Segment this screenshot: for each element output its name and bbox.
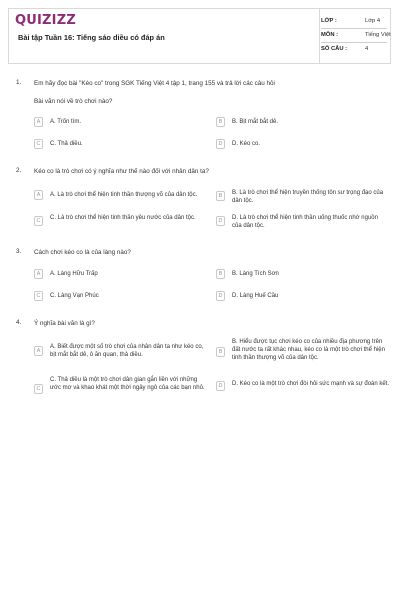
- option-letter: D: [216, 291, 225, 301]
- option-a[interactable]: [34, 117, 204, 131]
- option-text: C. Làng Vạn Phúc: [50, 293, 99, 299]
- option-letter: C: [34, 384, 43, 394]
- meta-class-label: LỚP :: [321, 18, 337, 24]
- option-text: C. Là trò chơi thể hiện tinh thần yêu nước của dân tộc.: [50, 215, 196, 221]
- option-c[interactable]: [34, 139, 204, 153]
- option-c[interactable]: [34, 375, 210, 392]
- option-text: D. Kéo co.: [232, 141, 261, 147]
- option-c[interactable]: [34, 291, 204, 305]
- option-b[interactable]: [216, 188, 386, 202]
- option-b[interactable]: [216, 117, 386, 131]
- option-d[interactable]: [216, 213, 386, 227]
- question-text: Kéo co là trò chơi có ý nghĩa như thế nào đối với nhân dân ta?: [34, 168, 209, 175]
- option-letter: A: [34, 346, 43, 356]
- option-letter: A: [34, 190, 43, 200]
- question-number: 1.: [16, 79, 22, 86]
- option-text: A. Biết được một số trò chơi của nhân dân ta như kéo co, bịt mắt bắt dê, ô ăn quan, thả diều.: [50, 344, 204, 358]
- option-text: D. Là trò chơi thể hiện tinh thần uống thuốc nhớ nguồn của dân tộc.: [232, 215, 378, 229]
- quizizz-logo: QUIZIZZ: [15, 13, 76, 28]
- option-letter: B: [216, 269, 225, 279]
- option-d[interactable]: [216, 139, 386, 153]
- question-number: 2.: [16, 167, 22, 174]
- option-text: A. Làng Hữu Trấp: [50, 271, 98, 277]
- option-text: D. Kéo co là một trò chơi đòi hỏi sức mạnh và sự đoàn kết.: [232, 381, 390, 387]
- option-text: B. Hiểu được tục chơi kéo co của nhiều địa phương trên đất nước ta rất khác nhau, kéo co là một trò chơi thể hiện tinh thần thượng võ của dân tộc.: [232, 339, 385, 361]
- question-subtext: Bài văn nói về trò chơi nào?: [34, 98, 113, 105]
- meta-class-value: Lớp 4: [365, 18, 381, 24]
- option-letter: B: [216, 347, 225, 357]
- option-text: B. Làng Tích Sơn: [232, 271, 279, 277]
- option-text: B. Bịt mắt bắt dê.: [232, 119, 279, 125]
- option-b[interactable]: [216, 269, 386, 283]
- question-number: 4.: [16, 319, 22, 326]
- worksheet-title: Bài tập Tuần 16: Tiếng sáo diều có đáp án: [18, 33, 165, 42]
- question-text: Em hãy đọc bài "Kéo co" trong SGK Tiếng Việt 4 tập 1, trang 155 và trả lời các câu hỏi: [34, 80, 275, 87]
- question-text: Ý nghĩa bài văn là gì?: [34, 320, 95, 327]
- meta-subject-label: MÔN :: [321, 32, 339, 38]
- option-a[interactable]: [34, 342, 210, 356]
- option-text: B. Là trò chơi thể hiện truyền thống tôn sư trọng đạo của dân tộc.: [232, 190, 384, 204]
- meta-class: [321, 15, 391, 29]
- option-c[interactable]: [34, 213, 210, 227]
- option-letter: D: [216, 139, 225, 149]
- option-letter: A: [34, 117, 43, 127]
- question-number: 3.: [16, 248, 22, 255]
- option-letter: D: [216, 381, 225, 391]
- meta-count-value: 4: [365, 46, 369, 52]
- option-a[interactable]: [34, 269, 204, 283]
- worksheet-header: [8, 8, 391, 64]
- option-text: C. Thả diều.: [50, 141, 83, 147]
- option-a[interactable]: [34, 190, 210, 204]
- option-letter: C: [34, 139, 43, 149]
- option-b[interactable]: [216, 337, 386, 361]
- option-d[interactable]: [216, 291, 386, 305]
- option-letter: B: [216, 117, 225, 127]
- option-text: A. Là trò chơi thể hiện tinh thần thượng võ của dân tộc.: [50, 192, 198, 198]
- question-text: Cách chơi kéo co là của làng nào?: [34, 249, 131, 256]
- meta-count: [321, 43, 391, 57]
- meta-subject: [321, 29, 391, 43]
- option-text: A. Trốn tìm.: [50, 119, 82, 125]
- option-letter: C: [34, 291, 43, 301]
- option-letter: B: [216, 191, 225, 201]
- header-divider: [319, 9, 320, 63]
- option-text: C. Thả diều là một trò chơi dân gian gắn liền với những ước mơ và khao khát một thời ngây ngô của các bạn nhỏ.: [50, 377, 205, 391]
- option-letter: D: [216, 216, 225, 226]
- option-text: D. Làng Huế Cầu: [232, 293, 279, 299]
- meta-subject-value: Tiếng Việt: [365, 32, 391, 38]
- option-d[interactable]: [216, 379, 390, 393]
- option-letter: A: [34, 269, 43, 279]
- option-letter: C: [34, 216, 43, 226]
- meta-count-label: SỐ CÂU :: [321, 46, 348, 52]
